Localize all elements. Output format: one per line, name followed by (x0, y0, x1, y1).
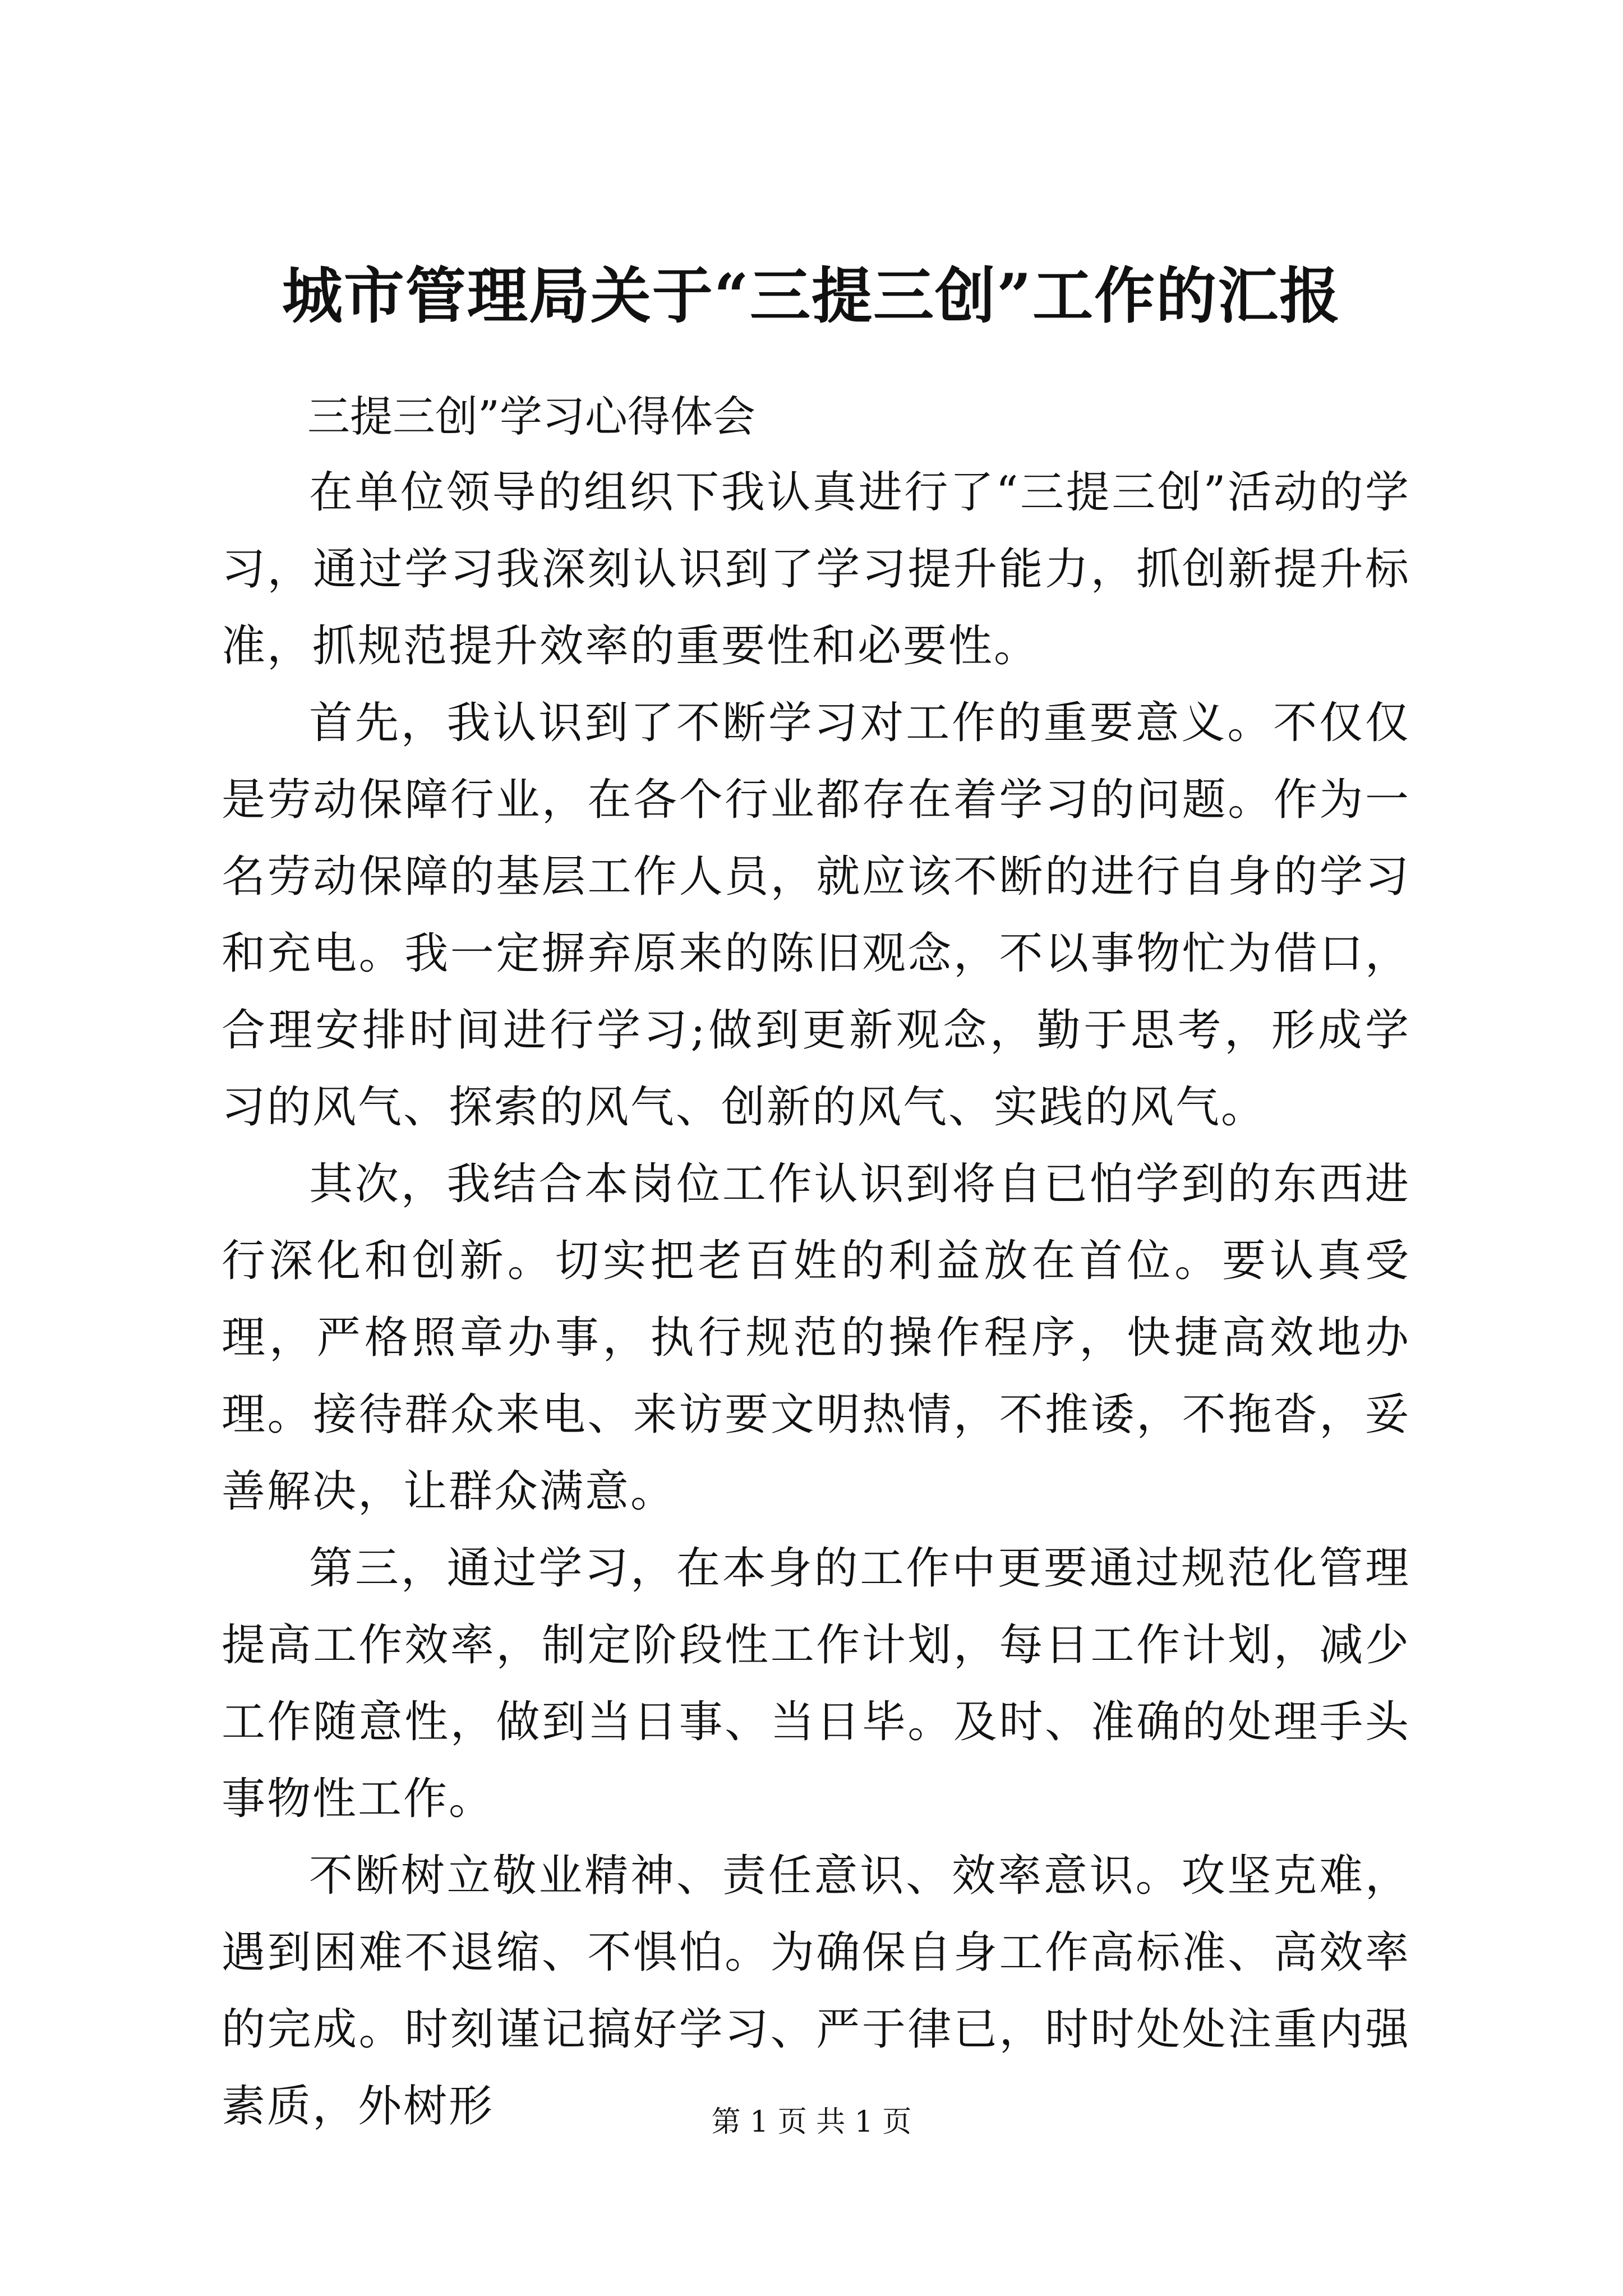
document-title: 城市管理局关于“三提三创”工作的汇报 (282, 261, 1341, 332)
body-paragraph: 在单位领导的组织下我认真进行了“三提三创”活动的学习，通过学习我深刻认识到了学习提升能力，抓创新提升标准，抓规范提升效率的重要性和必要性。 (222, 467, 1410, 671)
body-paragraph: 首先，我认识到了不断学习对工作的重要意义。不仅仅是劳动保障行业，在各个行业都存在着学习的问题。作为一名劳动保障的基层工作人员，就应该不断的进行自身的学习和充电。我一定摒弃原来的陈旧观念，不以事物忙为借口，合理安排时间进行学习;做到更新观念，勤于思考，形成学习的风气、探索的风气、创新的风气、实践的风气。 (222, 698, 1410, 1133)
body-paragraph: 第三，通过学习，在本身的工作中更要通过规范化管理提高工作效率，制定阶段性工作计划，每日工作计划，减少工作随意性，做到当日事、当日毕。及时、准确的处理手头事物性工作。 (222, 1543, 1410, 1824)
document-body (222, 454, 1410, 2145)
body-paragraph: 其次，我结合本岗位工作认识到将自已怕学到的东西进行深化和创新。切实把老百姓的利益放在首位。要认真受理，严格照章办事，执行规范的操作程序，快捷高效地办理。接待群众来电、来访要文明热情，不推诿，不拖沓，妥善解决，让群众满意。 (222, 1159, 1410, 1517)
page-footer: 第 1 页 共 1 页 (711, 2105, 912, 2139)
document-subtitle: 三提三创”学习心得体会 (307, 392, 755, 441)
body-paragraph: 不断树立敬业精神、责任意识、效率意识。攻坚克难，遇到困难不退缩、不惧怕。为确保自身工作高标准、高效率的完成。时刻谨记搞好学习、严于律已，时时处处注重内强素质，外树形 (222, 1851, 1410, 2132)
